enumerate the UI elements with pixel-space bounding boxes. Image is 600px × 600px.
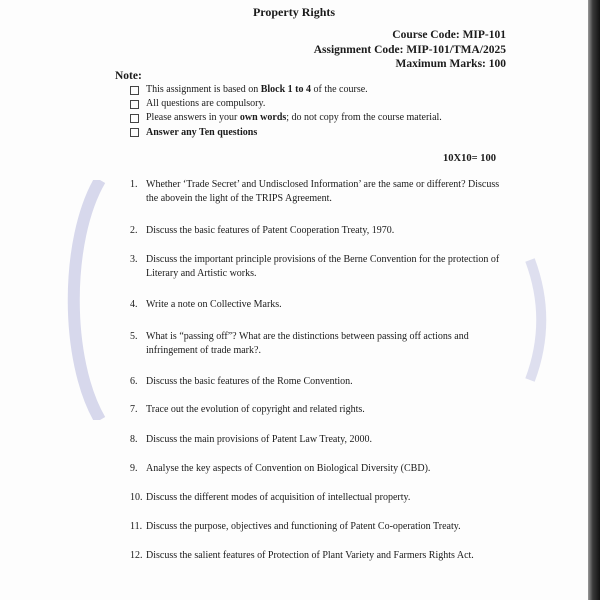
- question-number: 9.: [130, 463, 138, 474]
- question-text: Discuss the main provisions of Patent Law Treaty, 2000.: [146, 434, 373, 445]
- question-item: [130, 491, 505, 505]
- question-text: Discuss the purpose, objectives and functioning of Patent Co-operation Treaty.: [146, 521, 461, 532]
- checkbox-icon: [130, 100, 139, 109]
- note-bold-text: Block 1 to 4: [260, 84, 311, 95]
- question-item: [130, 330, 505, 357]
- assignment-code: Assignment Code: MIP-101/TMA/2025: [313, 43, 506, 56]
- note-item: [130, 111, 442, 125]
- question-number: 7.: [130, 404, 138, 415]
- question-number: 1.: [130, 179, 138, 190]
- question-text: Whether ‘Trade Secret’ and Undisclosed Information’ are the same or different? Discuss the abovein the light of the TRIPS Agreement.: [146, 179, 500, 204]
- question-item: [130, 224, 505, 238]
- note-item: [130, 83, 442, 97]
- marks-scheme: 10X10= 100: [443, 153, 496, 164]
- question-item: [130, 253, 505, 280]
- question-number: 3.: [130, 254, 138, 265]
- note-bold-text: Answer any Ten questions: [146, 126, 258, 138]
- document-title: Property Rights: [252, 5, 336, 19]
- note-item: [130, 97, 442, 111]
- note-text: All questions are compulsory.: [146, 98, 266, 110]
- note-text: Please answers in your: [146, 112, 240, 124]
- question-number: 2.: [130, 225, 138, 236]
- question-text: Discuss the different modes of acquisition of intellectual property.: [146, 492, 411, 503]
- note-text: This assignment is based on: [146, 84, 261, 95]
- question-number: 4.: [130, 299, 138, 310]
- question-number: 11.: [130, 521, 143, 532]
- note-item: [130, 126, 442, 140]
- question-number: 12.: [130, 550, 143, 561]
- question-text: Discuss the salient features of Protection of Plant Variety and Farmers Rights Act.: [146, 550, 474, 561]
- course-info-block: [314, 28, 506, 72]
- question-item: [130, 520, 505, 534]
- course-code: Course Code: MIP-101: [392, 29, 506, 41]
- note-label: Note:: [115, 70, 142, 82]
- checkbox-icon: [130, 128, 139, 137]
- maximum-marks: Maximum Marks: 100: [395, 58, 506, 70]
- question-text: Analyse the key aspects of Convention on Biological Diversity (CBD).: [146, 463, 431, 474]
- page-edge-shadow: [588, 0, 600, 600]
- checkbox-icon: [130, 86, 139, 95]
- question-text: Discuss the basic features of Patent Cooperation Treaty, 1970.: [146, 225, 395, 236]
- question-item: [130, 403, 505, 417]
- question-item: [130, 298, 505, 312]
- question-number: 10.: [130, 492, 143, 503]
- note-text: ; do not copy from the course material.: [286, 112, 442, 124]
- note-text: of the course.: [311, 84, 368, 95]
- question-number: 8.: [130, 434, 138, 445]
- question-text: Discuss the basic features of the Rome Convention.: [146, 376, 353, 387]
- question-text: Write a note on Collective Marks.: [146, 299, 282, 310]
- question-item: [130, 549, 505, 563]
- question-number: 5.: [130, 331, 138, 342]
- question-item: [130, 375, 505, 389]
- question-number: 6.: [130, 376, 138, 387]
- question-text: What is “passing off”? What are the distinctions between passing off actions and infringement of trade mark?.: [146, 331, 469, 356]
- note-bold-text: own words: [239, 112, 287, 124]
- question-item: [130, 178, 505, 205]
- question-item: [130, 462, 505, 476]
- note-list: [130, 83, 442, 140]
- question-text: Trace out the evolution of copyright and related rights.: [146, 404, 365, 415]
- checkbox-icon: [130, 114, 139, 123]
- question-item: [130, 433, 505, 447]
- question-text: Discuss the important principle provisions of the Berne Convention for the protection of Literary and Artistic works.: [146, 254, 500, 279]
